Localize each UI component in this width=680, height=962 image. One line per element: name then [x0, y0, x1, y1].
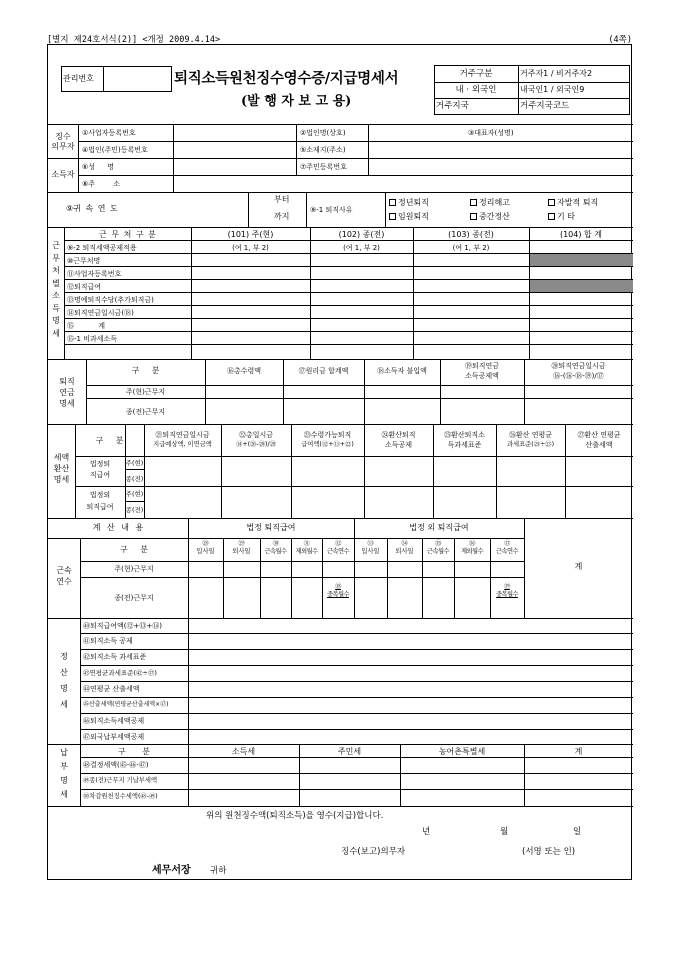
shaded-cell-1 [530, 254, 633, 266]
nationality-label: 내 · 외국인 [455, 85, 497, 95]
earner-name-label: ⑥성 명 [82, 163, 115, 171]
overlap-months-nonlegal: ㊴ 중복월수 [496, 583, 518, 598]
lump-expected-header-1: ㉑퇴직연금일시금 [155, 431, 210, 439]
receivable-header-1: ㉓수령가능퇴직 [303, 431, 352, 439]
retirement-pay-label: ⑫퇴직급여 [67, 283, 102, 291]
tax-total-header: 계 [574, 747, 583, 756]
total-received-header: ⑯총수령액 [226, 367, 262, 375]
leave-date-header-2: ㉞ 퇴사일 [395, 540, 414, 555]
hire-date-header-2: ㉝ 입사일 [361, 540, 380, 555]
determined-tax-label: ㊽결정세액(㊺-㊻-㊼) [83, 761, 149, 769]
converted-base-header-2: 득과세표준 [447, 441, 482, 449]
nationality-value: 내국인1 / 외국인9 [520, 85, 585, 94]
nontaxable-income-label: ⑮-1 비과세소득 [67, 335, 118, 343]
receivable-header-2: 급여액(⑫+⑬+㉒) [301, 441, 354, 448]
pension-lump-sum-label: ⑭퇴직연금일시금(⑱) [67, 309, 134, 317]
company-name-label: ②법인명(상호) [300, 129, 346, 137]
avg-tax-base-label: ㊸연평균과세표준(㊷÷㊲) [83, 669, 157, 677]
signature-note[interactable]: (서명 또는 인) [522, 847, 576, 857]
pension-side-label: 퇴직 연금 명세 [59, 377, 75, 408]
service-current-row: 주(현)근무지 [114, 565, 154, 573]
pension-header: 구 분 [131, 366, 160, 375]
legal-pay-label-1: 법정퇴 [89, 460, 111, 468]
excluded-months-header: ㉛ 제외월수 [295, 540, 318, 555]
corp-reg-no-label: ④법인(주민)등록번호 [82, 146, 148, 154]
settlement-side-label: 정 산 명 세 [60, 652, 68, 709]
earner-label: 소득자 [51, 170, 75, 179]
total-lump-header-2: ⑭+(⑳-⑳)/⑳ [236, 441, 276, 448]
form-number: [별지 제24호서식(2)] <개정 2009.4.14> [47, 35, 221, 45]
payer-label-1: 징수 [55, 132, 71, 141]
honorific: 귀하 [210, 866, 227, 876]
lump-sum-header-2: ⑯-(⑯-⑱-⑲)/⑰ [553, 372, 604, 380]
address-label: ⑤소재지(주소) [300, 146, 346, 154]
nonlegal-pay-label-1: 법정외 [89, 491, 111, 499]
total-lump-header-1: ㉒총일시금 [238, 431, 274, 439]
yn-current: (여 1, 부 2) [232, 244, 269, 252]
legal-previous: 종(전) [125, 475, 144, 483]
service-months-header: ㉚ 근속월수 [264, 540, 287, 555]
service-years-side-label: 근속 연수 [56, 566, 72, 586]
legal-pay-label-2: 직급여 [89, 471, 111, 479]
withholding-receipt-form [47, 44, 632, 880]
foreign-tax-credit-label: ㊼외국납부세액공제 [83, 733, 145, 741]
form-subtitle: (발 행 자 보 고 용) [241, 94, 352, 109]
workplace-header: 근 무 처 구 분 [99, 230, 156, 239]
residence-type-label: 거주구분 [459, 69, 493, 79]
date-month: 월 [500, 827, 509, 837]
date-year: 년 [422, 827, 431, 837]
service-years-col-header: ㉜ 근속연수 [327, 540, 349, 555]
earner-address-label: ⑧주 소 [82, 180, 121, 188]
service-years-header: 구 분 [120, 545, 148, 554]
form-title: 퇴직소득원천징수영수증/지급명세서 [174, 70, 399, 87]
resident-tax-header: 주민세 [337, 747, 362, 756]
lump-sum-header-1: ⑳퇴직연금일시금 [551, 362, 606, 370]
nonlegal-previous: 종(전) [125, 506, 144, 514]
pension-current-row: 주(현)근무지 [125, 388, 166, 396]
period-from: 부터 [274, 195, 290, 204]
workplace-side-label: 근 무 처 별 소 득 명 세 [52, 241, 60, 338]
tax-credit-label: ㊻퇴직소득세액공제 [83, 717, 145, 725]
payment-header: 구 분 [118, 747, 150, 756]
converted-deduction-header-2: 소득공제 [384, 441, 413, 449]
avg-computed-tax-label: ㊹연평균 산출세액 [83, 685, 140, 693]
col-previous-2: (103) 종(전) [448, 230, 494, 239]
legal-current: 주(현) [125, 459, 144, 467]
converted-avg-base-header-1: ㉖환산 연평균 [508, 431, 553, 439]
reason-mandatory[interactable]: 정년퇴직 [389, 199, 429, 207]
receipt-statement: 위의 원천징수액(퇴직소득)을 영수(지급)합니다. [206, 811, 384, 821]
lump-expected-header-2: 지급예상액, 이연금액 [153, 441, 212, 448]
col-previous-1: (102) 종(전) [338, 230, 385, 239]
service-months-header-2: ㉟ 근속월수 [427, 540, 449, 555]
date-day: 일 [573, 827, 582, 837]
earner-id-label: ⑦주민등록번호 [300, 163, 347, 171]
calc-content-label: 계 산 내 용 [92, 523, 144, 532]
nonlegal-retirement-pay-label: 법정 외 퇴직급여 [409, 523, 469, 532]
converted-avg-tax-header-2: 산출세액 [585, 441, 613, 449]
pension-previous-row: 종(전)근무지 [125, 408, 166, 416]
honorary-allowance-label: ⑬명예퇴직수당(추가퇴직금) [67, 296, 154, 304]
overlap-months-legal: ㊳ 중복월수 [327, 583, 349, 598]
tax-base-label: ㊷퇴직소득 과세표준 [83, 653, 147, 661]
yn-previous-2: (여 1, 부 2) [452, 244, 490, 252]
yn-previous-1: (여 1, 부 2) [343, 244, 380, 252]
business-reg-no-label: ①사업자등록번호 [82, 129, 136, 137]
earner-contribution-header: ⑱소득자 불입액 [377, 367, 427, 375]
excluded-months-header-2: ㊱ 제외월수 [461, 540, 483, 555]
representative-label: ③대표자(성명) [468, 129, 514, 137]
page-number: (4쪽) [608, 35, 632, 45]
retirement-reason-label: ⑨-1 퇴직사유 [310, 206, 353, 214]
nonlegal-current: 주(현) [125, 490, 144, 498]
pension-deduction-header-1: ⑲퇴직연금 [464, 362, 500, 370]
payment-side-label: 납 부 명 세 [60, 748, 68, 799]
computed-tax-label: ㊺산출세액(연평균산출세액×㊲) [83, 701, 169, 708]
service-previous-row: 종(전)근무지 [114, 594, 154, 602]
hire-date-header: ㉘ 입사일 [196, 540, 215, 555]
converted-base-header-1: ㉕환산퇴직소 [444, 431, 485, 439]
service-years-col-header-2: ㊲ 근속연수 [496, 540, 518, 555]
tax-office-chief: 세무서장 [152, 865, 191, 876]
col-total: (104) 합 계 [559, 230, 603, 239]
conversion-header: 구 분 [95, 436, 124, 445]
income-tax-header: 소득세 [231, 747, 256, 756]
total-retirement-pay-label: ㊵퇴직급여액(⑫+⑬+⑭) [83, 622, 163, 630]
col-current: (101) 주(현) [227, 230, 274, 239]
conversion-side-label: 세액 환산 명세 [53, 453, 70, 484]
reason-layoff[interactable]: 정리해고 [470, 199, 510, 207]
tax-credit-applied-label: ⑨-2 퇴직세액공제적용 [67, 244, 137, 252]
shaded-cell-2 [530, 280, 633, 292]
legal-retirement-pay-label: 법정 퇴직급여 [246, 523, 296, 532]
converted-deduction-header-1: ㉔환산퇴직 [381, 431, 416, 439]
workplace-name-label: ⑩근무처명 [67, 257, 101, 265]
reason-voluntary[interactable]: 자발적 퇴직 [548, 199, 598, 207]
workplace-reg-no-label: ⑪사업자등록번호 [67, 270, 122, 278]
payer-label-2: 의무자 [51, 142, 75, 151]
management-number-label: 관리번호 [63, 74, 94, 83]
reason-executive[interactable]: 임원퇴직 [389, 213, 429, 221]
payer-signature-label: 징수(보고)의무자 [341, 847, 406, 857]
service-years-total: 계 [574, 562, 583, 571]
principal-interest-header: ⑰원리금 합계액 [298, 367, 349, 375]
workplace-sum-label: ⑮ 계 [67, 322, 105, 330]
country-code-label: 거주지국코드 [520, 101, 570, 111]
period-to: 까지 [274, 212, 290, 221]
converted-avg-tax-header-1: ㉗환산 연평균 [577, 431, 621, 439]
reason-other[interactable]: 기 타 [548, 213, 575, 221]
leave-date-header: ㉙ 퇴사일 [232, 540, 251, 555]
rural-tax-header: 농어촌특별세 [438, 747, 486, 756]
retirement-deduction-label: ㊶퇴직소득 공제 [83, 637, 133, 645]
reason-interim[interactable]: 중간정산 [470, 213, 510, 221]
country-label: 거주지국 [436, 101, 469, 111]
prepaid-tax-label: ㊾종(전)근무지 기납부세액 [83, 777, 158, 784]
net-withholding-label: ㊿차감원천징수세액(㊽-㊾) [83, 793, 158, 800]
residence-type-value: 거주자1 / 비거주자2 [520, 69, 593, 78]
converted-avg-base-header-2: 과세표준(㉕÷㉓) [506, 441, 555, 448]
nonlegal-pay-label-2: 퇴직급여 [86, 503, 114, 511]
period-label: ⑨귀 속 연 도 [66, 204, 118, 213]
pension-deduction-header-2: 소득공제액 [465, 372, 499, 380]
